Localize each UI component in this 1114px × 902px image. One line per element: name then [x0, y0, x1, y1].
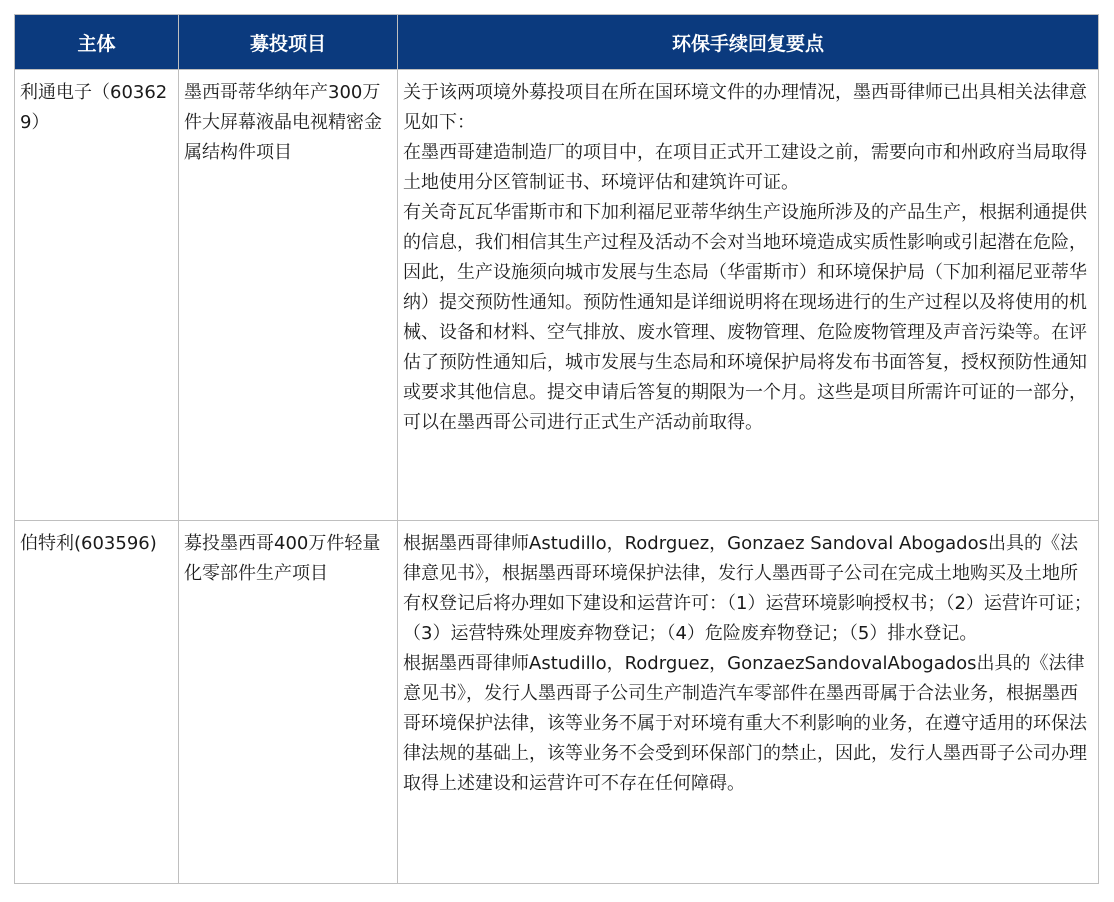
- env-procedures-table: [14, 14, 1099, 884]
- table-row: [15, 521, 1099, 884]
- env-reply-cell: [398, 521, 1099, 884]
- header-row: [15, 15, 1099, 70]
- project-cell: 墨西哥蒂华纳年产300万件大屏幕液晶电视精密金属结构件项目: [179, 70, 398, 521]
- entity-cell: 利通电子（603629）: [15, 70, 179, 521]
- entity-cell: 伯特利(603596): [15, 521, 179, 884]
- project-cell: 募投墨西哥400万件轻量化零部件生产项目: [179, 521, 398, 884]
- reply-paragraph: 根据墨西哥律师Astudillo，Rodrguez，Gonzaez Sandoval Abogados出具的《法律意见书》，根据墨西哥环境保护法律，发行人墨西哥子公司在完成土地购买及土地所有权登记后将办理如下建设和运营许可：（1）运营环境影响授权书；（2）运营许可证；（3）运营特殊处理废弃物登记；（4）危险废弃物登记；（5）排水登记。: [403, 533, 1092, 644]
- reply-paragraph: 有关奇瓦瓦华雷斯市和下加利福尼亚蒂华纳生产设施所涉及的产品生产，根据利通提供的信息，我们相信其生产过程及活动不会对当地环境造成实质性影响或引起潜在危险，因此，生产设施须向城市发展与生态局（华雷斯市）和环境保护局（下加利福尼亚蒂华纳）提交预防性通知。预防性通知是详细说明将在现场进行的生产过程以及将使用的机械、设备和材料、空气排放、废水管理、废物管理、危险废物管理及声音污染等。在评估了预防性通知后，城市发展与生态局和环境保护局将发布书面答复，授权预防性通知或要求其他信息。提交申请后答复的期限为一个月。这些是项目所需许可证的一部分，可以在墨西哥公司进行正式生产活动前取得。: [403, 202, 1087, 433]
- header-env-reply: 环保手续回复要点: [398, 15, 1099, 70]
- header-project: 募投项目: [179, 15, 398, 70]
- reply-paragraph: 关于该两项境外募投项目在所在国环境文件的办理情况，墨西哥律师已出具相关法律意见如下：: [403, 82, 1087, 133]
- header-entity: 主体: [15, 15, 179, 70]
- env-reply-cell: [398, 70, 1099, 521]
- table-row: [15, 70, 1099, 521]
- reply-paragraph: 在墨西哥建造制造厂的项目中，在项目正式开工建设之前，需要向市和州政府当局取得土地使用分区管制证书、环境评估和建筑许可证。: [403, 142, 1087, 193]
- reply-paragraph: 根据墨西哥律师Astudillo，Rodrguez，GonzaezSandovalAbogados出具的《法律意见书》，发行人墨西哥子公司生产制造汽车零部件在墨西哥属于合法业务，根据墨西哥环境保护法律，该等业务不属于对环境有重大不利影响的业务，在遵守适用的环保法律法规的基础上，该等业务不会受到环保部门的禁止，因此，发行人墨西哥子公司办理取得上述建设和运营许可不存在任何障碍。: [403, 653, 1087, 794]
